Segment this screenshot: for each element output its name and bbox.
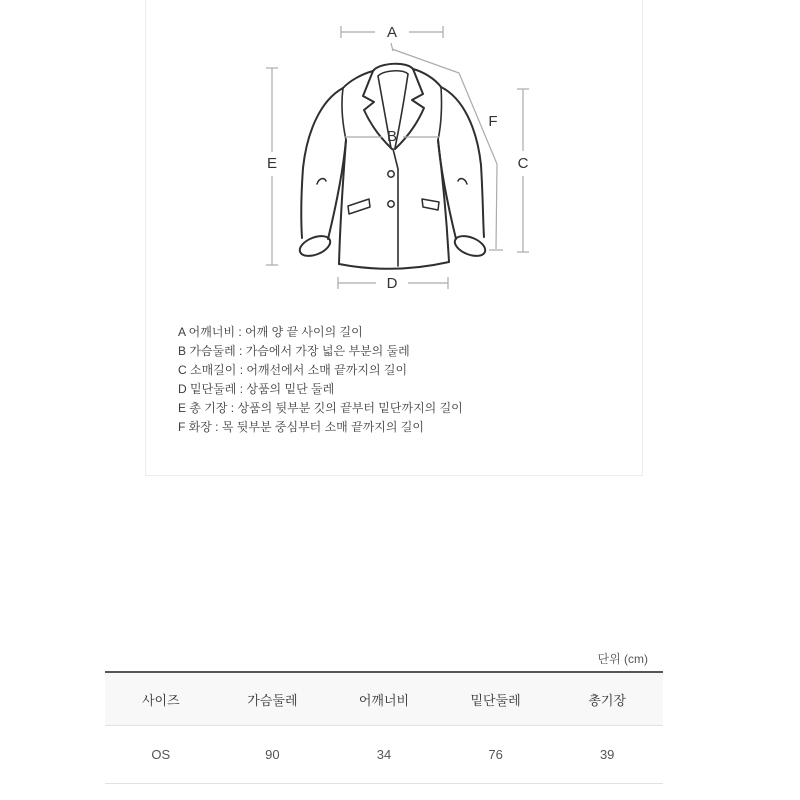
left-sleeve-outer xyxy=(301,88,343,238)
cell-total-length: 39 xyxy=(551,726,663,784)
left-pocket-flap xyxy=(348,199,370,214)
unit-label: 단위 (cm) xyxy=(597,652,648,666)
label-b: B xyxy=(386,128,398,145)
legend-line-a: A 어깨너비 : 어깨 양 끝 사이의 길이 xyxy=(178,325,363,339)
left-sleeve-crease xyxy=(317,179,326,184)
cell-shoulder: 34 xyxy=(328,726,440,784)
label-e: E xyxy=(266,155,278,172)
cell-hem: 76 xyxy=(440,726,552,784)
right-sleeve-crease xyxy=(458,179,467,184)
col-header-size: 사이즈 xyxy=(105,672,217,726)
legend-line-f: F 화장 : 목 뒷부분 중심부터 소매 끝까지의 길이 xyxy=(178,420,424,434)
label-c: C xyxy=(517,155,529,172)
right-armhole xyxy=(438,87,442,140)
legend-line-e: E 총 기장 : 상품의 뒷부분 깃의 끝부터 밑단까지의 길이 xyxy=(178,401,463,415)
left-body-seam xyxy=(339,140,346,264)
cell-size: OS xyxy=(105,726,217,784)
jacket-measurement-diagram xyxy=(145,0,645,310)
front-closure-line xyxy=(393,149,398,266)
col-header-chest: 가슴둘레 xyxy=(217,672,329,726)
collar-outline xyxy=(373,64,413,71)
top-button xyxy=(388,171,394,177)
col-header-hem: 밑단둘레 xyxy=(440,672,552,726)
size-table xyxy=(105,671,663,784)
size-table-section xyxy=(105,671,663,784)
col-header-shoulder: 어깨너비 xyxy=(328,672,440,726)
hem-line xyxy=(339,262,449,269)
size-table-data-row xyxy=(105,726,663,784)
right-sleeve-outer xyxy=(441,87,484,237)
right-cuff xyxy=(452,232,488,260)
legend-line-c: C 소매길이 : 어깨선에서 소매 끝까지의 길이 xyxy=(178,363,408,377)
bottom-button xyxy=(388,201,394,207)
label-f: F xyxy=(488,113,498,130)
jacket-illustration xyxy=(297,64,488,269)
cell-chest: 90 xyxy=(217,726,329,784)
left-armhole xyxy=(342,88,346,140)
label-a: A xyxy=(386,24,398,41)
measurement-legend xyxy=(178,323,463,437)
label-d: D xyxy=(386,275,398,292)
left-shoulder xyxy=(343,71,373,88)
size-table-header-row xyxy=(105,672,663,726)
legend-line-d: D 밑단둘레 : 상품의 밑단 둘레 xyxy=(178,382,335,396)
legend-line-b: B 가슴둘레 : 가슴에서 가장 넓은 부분의 둘레 xyxy=(178,344,410,358)
col-header-total-length: 총기장 xyxy=(551,672,663,726)
right-pocket-flap xyxy=(422,199,439,210)
collar-inner-line xyxy=(378,71,408,76)
